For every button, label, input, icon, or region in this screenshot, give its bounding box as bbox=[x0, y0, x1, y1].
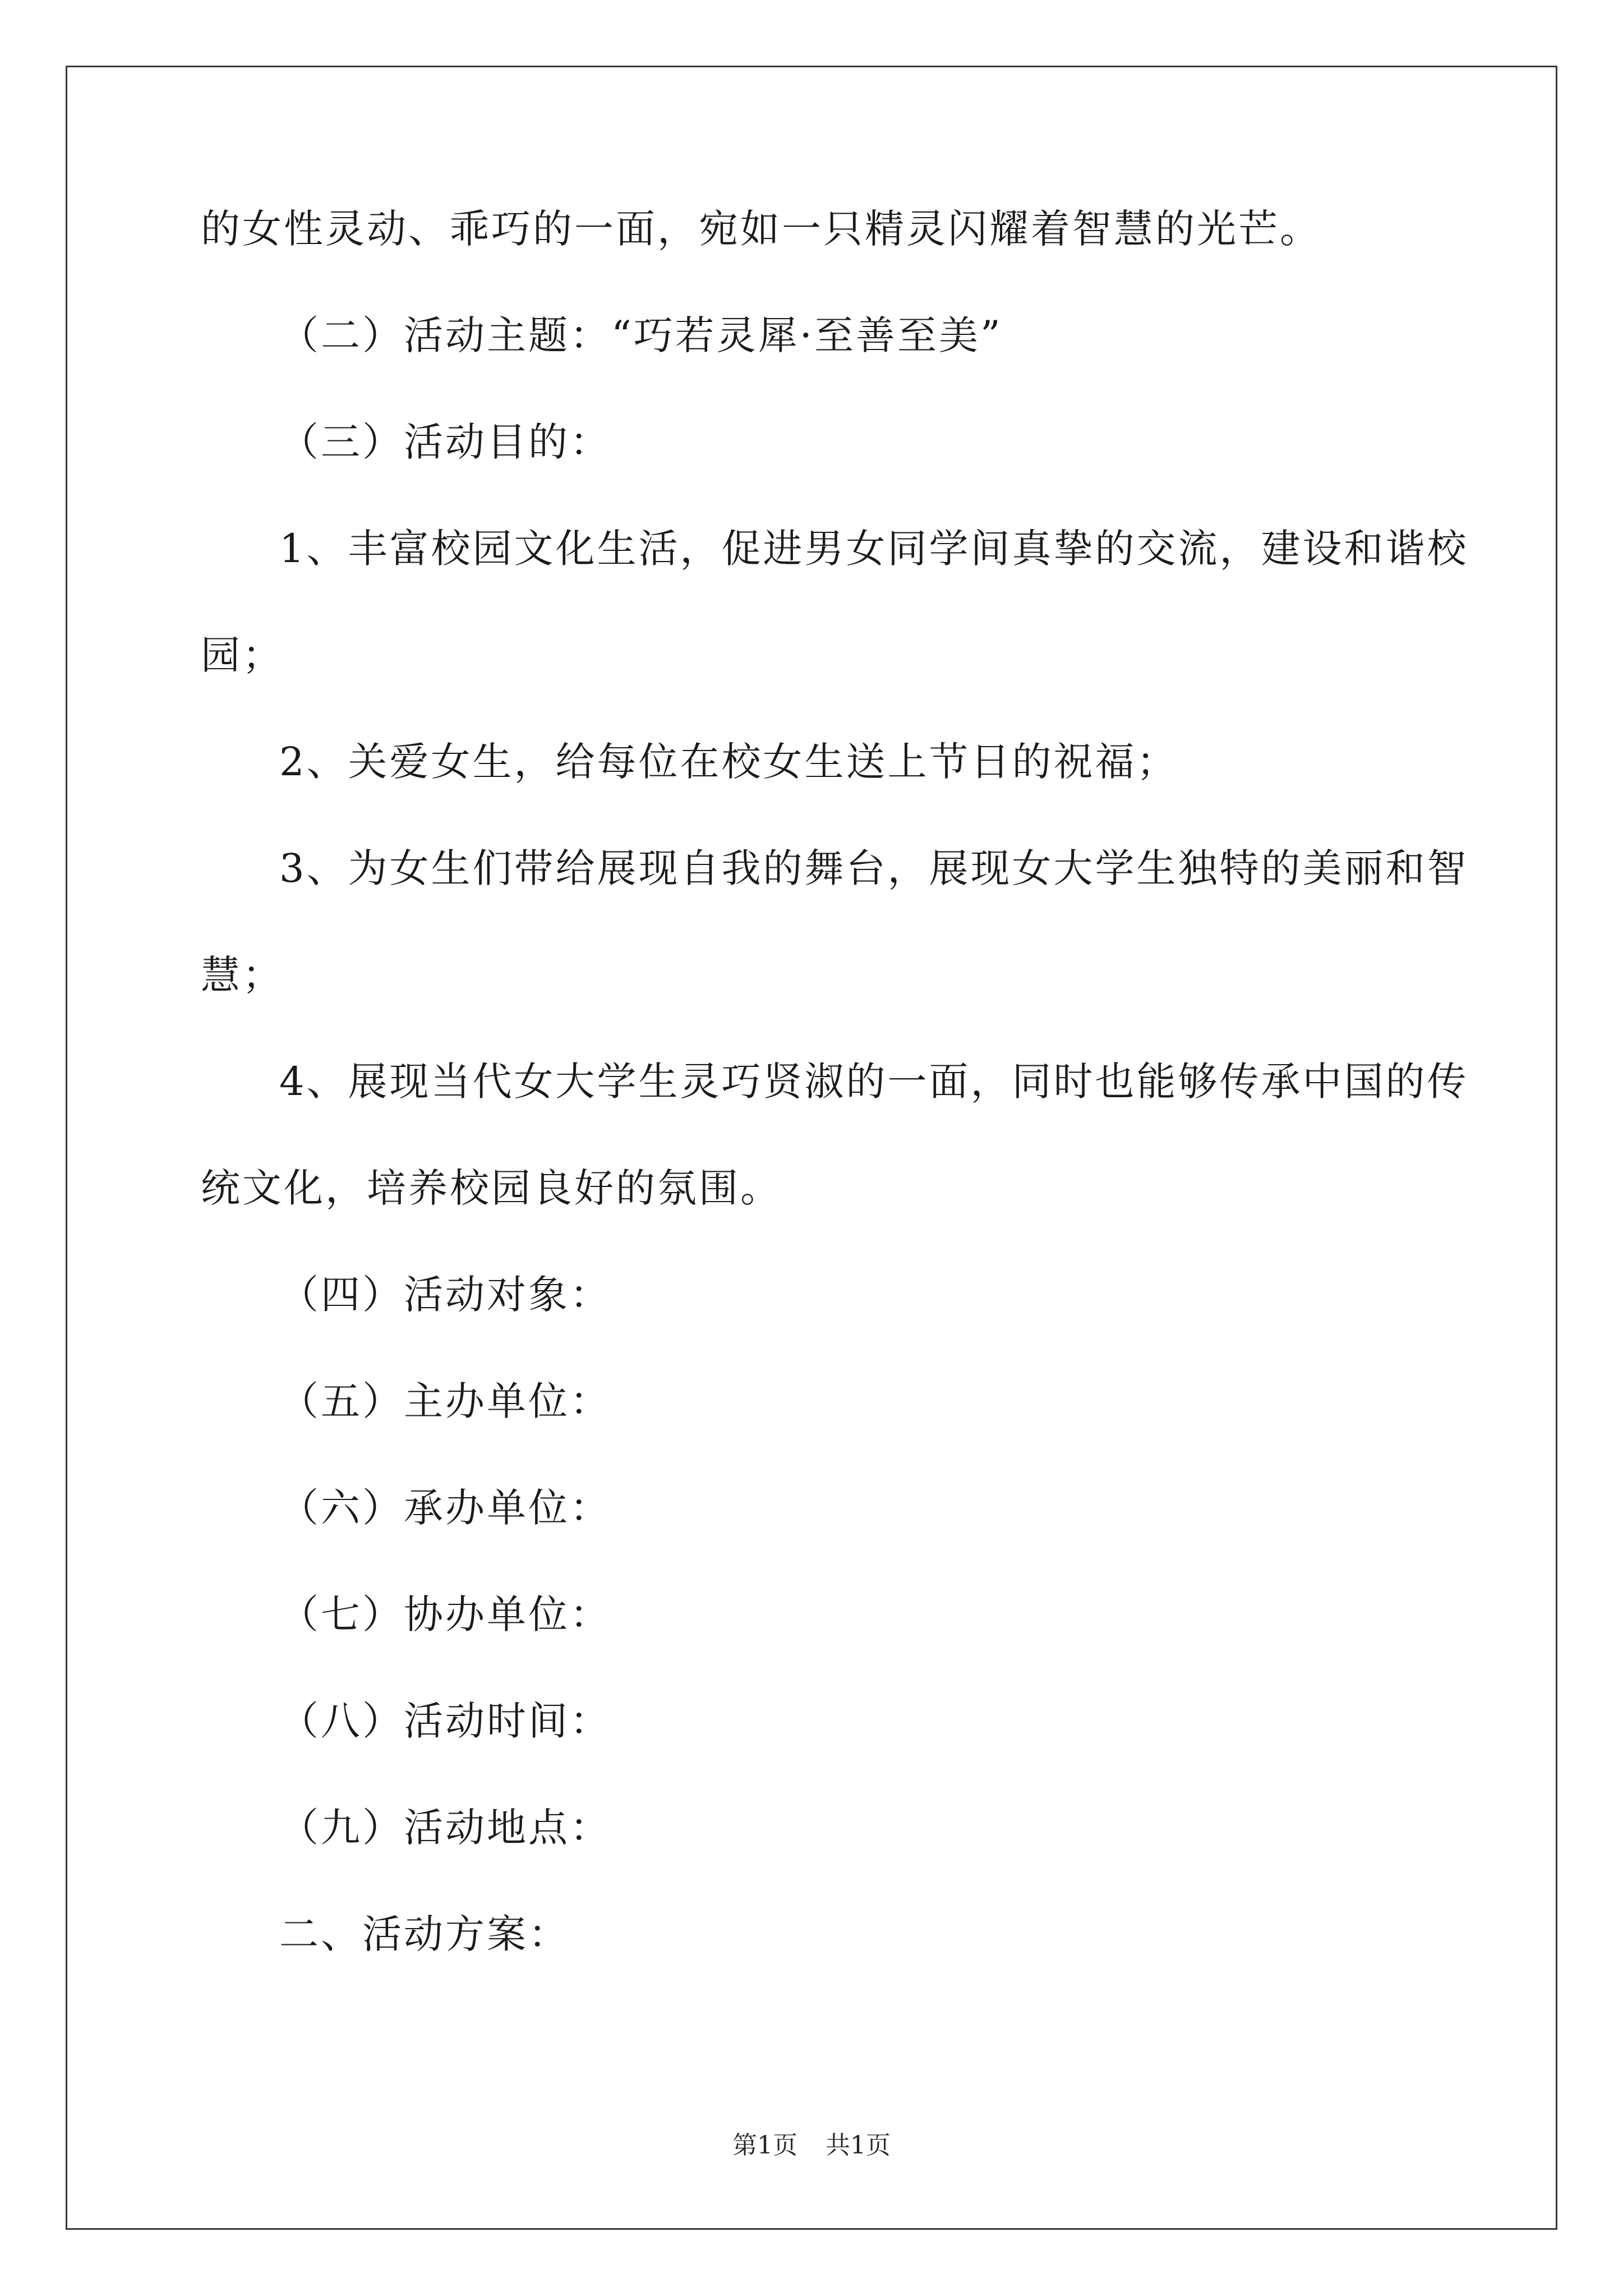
section-activity-location: （九）活动地点： bbox=[279, 1805, 611, 1851]
purpose-item-4: 4、展现当代女大学生灵巧贤淑的一面，同时也能够传承中国的传 bbox=[279, 1059, 1469, 1105]
section-organizer: （五）主办单位： bbox=[279, 1378, 611, 1424]
section-co-organizer: （七）协办单位： bbox=[279, 1591, 611, 1637]
page-border bbox=[66, 66, 1557, 2230]
page-number-current: 第1页 bbox=[732, 2131, 797, 2160]
page-number-total: 共1页 bbox=[826, 2131, 891, 2160]
section-activity-plan: 二、活动方案： bbox=[279, 1911, 570, 1957]
purpose-item-4-continued: 统文化，培养校园良好的氛围。 bbox=[201, 1165, 782, 1211]
section-activity-theme: （二）活动主题：“巧若灵犀·至善至美” bbox=[279, 312, 1003, 358]
purpose-item-3-continued: 慧； bbox=[201, 952, 284, 998]
purpose-item-2: 2、关爱女生，给每位在校女生送上节日的祝福； bbox=[279, 739, 1178, 785]
purpose-item-3: 3、为女生们带给展现自我的舞台，展现女大学生独特的美丽和智 bbox=[279, 845, 1469, 891]
section-undertaker: （六）承办单位： bbox=[279, 1485, 611, 1531]
page-footer bbox=[0, 2129, 1623, 2162]
paragraph-line-1: 的女性灵动、乖巧的一面，宛如一只精灵闪耀着智慧的光芒。 bbox=[201, 206, 1321, 252]
section-activity-time: （八）活动时间： bbox=[279, 1698, 611, 1744]
section-activity-target: （四）活动对象： bbox=[279, 1272, 611, 1318]
section-activity-purpose: （三）活动目的： bbox=[279, 419, 611, 465]
purpose-item-1: 1、丰富校园文化生活，促进男女同学间真挚的交流，建设和谐校 bbox=[279, 526, 1469, 572]
purpose-item-1-continued: 园； bbox=[201, 632, 284, 678]
